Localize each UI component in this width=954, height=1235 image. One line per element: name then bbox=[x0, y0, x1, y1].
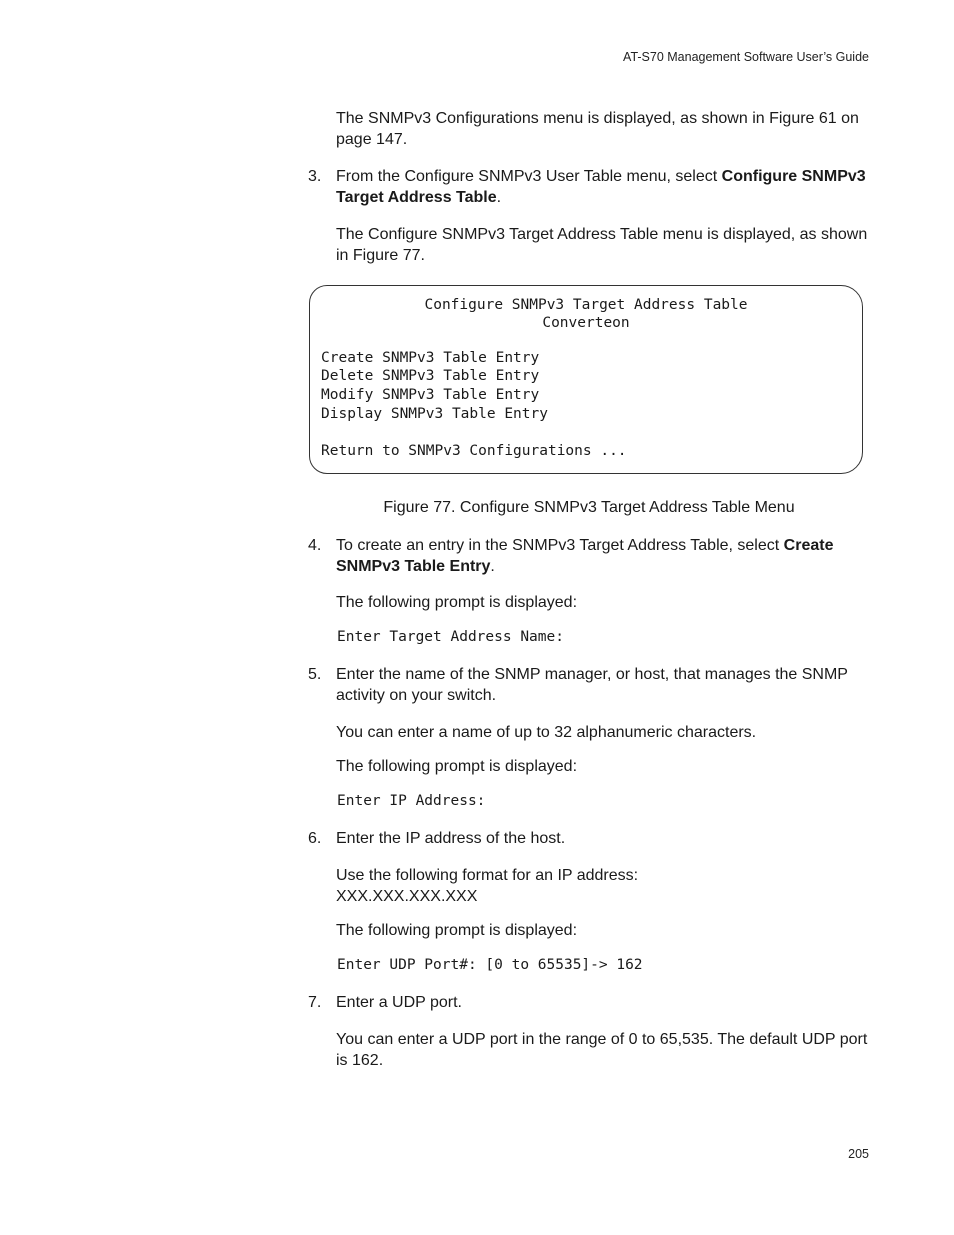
step-6-format-label: Use the following format for an IP address: bbox=[336, 867, 639, 884]
step-4-text bbox=[336, 535, 876, 577]
step-3-text bbox=[336, 166, 876, 208]
step-4-followup: The following prompt is displayed: bbox=[336, 594, 578, 611]
step-6-text: Enter the IP address of the host. bbox=[336, 830, 566, 847]
step-3-number: 3. bbox=[308, 168, 322, 185]
running-header: AT-S70 Management Software User’s Guide bbox=[623, 50, 869, 64]
menu-item-create[interactable]: Create SNMPv3 Table Entry bbox=[321, 350, 540, 366]
step-7-note: You can enter a UDP port in the range of 0 to 65,535. The default UDP port is 162. bbox=[336, 1031, 868, 1069]
step-4-number: 4. bbox=[308, 537, 322, 554]
step-4-text-post: . bbox=[490, 558, 495, 575]
step-4-text-pre: To create an entry in the SNMPv3 Target Address Table, select bbox=[336, 537, 784, 554]
menu-screen-box bbox=[309, 285, 863, 474]
step-7-text: Enter a UDP port. bbox=[336, 994, 462, 1011]
step-5-followup: The following prompt is displayed: bbox=[336, 758, 578, 775]
menu-item-display[interactable]: Display SNMPv3 Table Entry bbox=[321, 406, 548, 422]
step-4-bold-option: Create SNMPv3 Table Entry bbox=[336, 537, 834, 575]
menu-title: Configure SNMPv3 Target Address Table bbox=[424, 297, 748, 313]
step-3-text-pre: From the Configure SNMPv3 User Table menu, select bbox=[336, 168, 722, 185]
step-3-bold-option: Configure SNMPv3 Target Address Table bbox=[336, 168, 866, 206]
step-6-followup: The following prompt is displayed: bbox=[336, 922, 578, 939]
menu-subtitle: Converteon bbox=[542, 315, 630, 331]
page-number: 205 bbox=[848, 1147, 869, 1161]
step-3-followup: The Configure SNMPv3 Target Address Table menu is displayed, as shown in Figure 77. bbox=[336, 226, 868, 264]
step-5-prompt: Enter IP Address: bbox=[337, 793, 486, 809]
menu-item-modify[interactable]: Modify SNMPv3 Table Entry bbox=[321, 387, 540, 403]
step-4-prompt: Enter Target Address Name: bbox=[337, 629, 564, 645]
step-3-text-post: . bbox=[496, 189, 502, 206]
step-6-format-value: XXX.XXX.XXX.XXX bbox=[336, 888, 478, 905]
step-5-note: You can enter a name of up to 32 alphanumeric characters. bbox=[336, 724, 757, 741]
step-7-number: 7. bbox=[308, 994, 322, 1011]
intro-paragraph: The SNMPv3 Configurations menu is displayed, as shown in Figure 61 on page 147. bbox=[336, 110, 859, 148]
figure-caption: Figure 77. Configure SNMPv3 Target Address Table Menu bbox=[383, 499, 795, 516]
step-5-text: Enter the name of the SNMP manager, or host, that manages the SNMP activity on your switch. bbox=[336, 666, 848, 704]
menu-item-return[interactable]: Return to SNMPv3 Configurations ... bbox=[321, 443, 627, 459]
step-6-number: 6. bbox=[308, 830, 322, 847]
menu-item-delete[interactable]: Delete SNMPv3 Table Entry bbox=[321, 368, 540, 384]
step-6-prompt: Enter UDP Port#: [0 to 65535]-> 162 bbox=[337, 957, 643, 973]
step-5-number: 5. bbox=[308, 666, 322, 683]
